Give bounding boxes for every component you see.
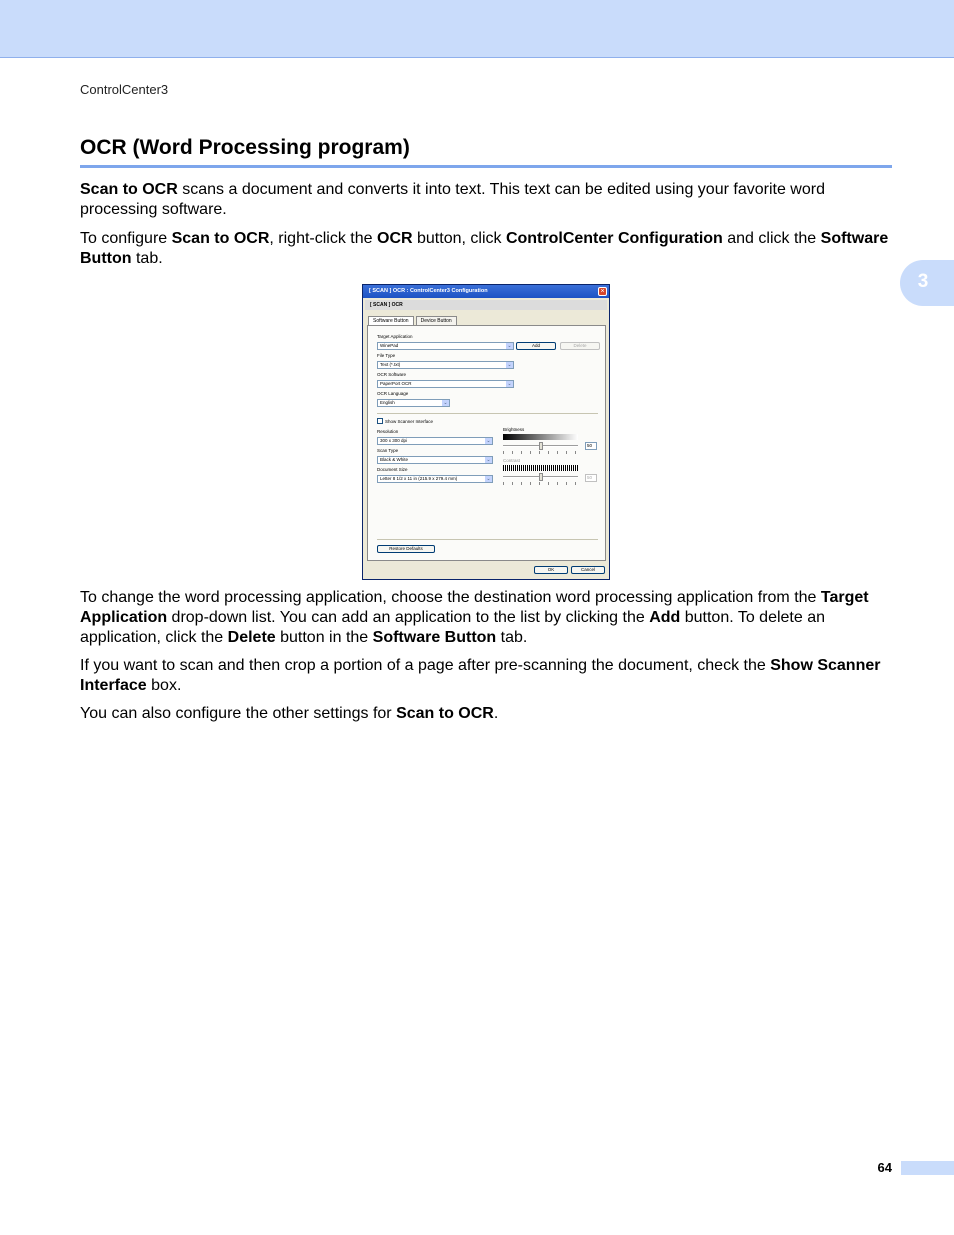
- bold-term: Software Button: [80, 230, 889, 267]
- contrast-label: Contrast: [503, 458, 521, 463]
- text-run: If you want to scan and then crop a portion of a page after pre-scanning the document, check the: [80, 657, 771, 674]
- text-run: drop-down list. You can add an application to the list by clicking the: [167, 609, 650, 626]
- paragraph-configure: [80, 229, 892, 269]
- contrast-ticks: [503, 482, 579, 485]
- ocr-configuration-dialog: [362, 284, 610, 580]
- bold-term: Scan to OCR: [396, 705, 494, 722]
- select-value: Text (*.txt): [380, 362, 401, 367]
- resolution-select[interactable]: [377, 437, 493, 445]
- text-run: scans a document and converts it into text. This text can be edited using your favorite word processing software.: [80, 181, 825, 218]
- target-application-select[interactable]: [377, 342, 514, 350]
- text-run: .: [493, 705, 499, 722]
- paragraph-scanner-interface: [80, 656, 892, 696]
- ocr-language-select[interactable]: [377, 399, 450, 407]
- bold-term: Scan to OCR: [171, 230, 270, 247]
- separator: [377, 413, 598, 414]
- ok-button[interactable]: OK: [534, 566, 568, 574]
- add-button[interactable]: Add: [516, 342, 556, 350]
- chapter-number: 3: [917, 271, 929, 292]
- bold-term: Scan to OCR: [80, 181, 178, 198]
- text-run: To configure: [80, 230, 172, 247]
- delete-button[interactable]: Delete: [560, 342, 600, 350]
- show-scanner-interface-checkbox[interactable]: [377, 418, 383, 424]
- chevron-down-icon: ⌄: [507, 362, 512, 368]
- brightness-slider-thumb[interactable]: [539, 442, 543, 450]
- document-size-label: Document Size: [377, 467, 408, 472]
- page-number-bar: [901, 1161, 954, 1175]
- contrast-strip: [503, 465, 578, 471]
- select-value: English: [380, 400, 395, 405]
- paragraph-intro: [80, 180, 892, 220]
- select-value: 300 x 300 dpi: [380, 438, 408, 443]
- page-number: 64: [877, 1160, 892, 1175]
- show-scanner-interface-label: Show Scanner Interface: [385, 419, 434, 424]
- settings-panel: [367, 325, 606, 561]
- dialog-tabs: [368, 316, 459, 325]
- select-value: WinePad: [380, 343, 399, 348]
- bold-term: Target Application: [80, 589, 869, 626]
- ocr-language-label: OCR Language: [377, 391, 409, 396]
- brightness-value[interactable]: 50: [585, 442, 597, 450]
- bold-term: OCR: [377, 230, 413, 247]
- text-run: You can also configure the other settings for: [80, 705, 397, 722]
- text-run: To change the word processing application, choose the destination word processing application from the: [80, 589, 821, 606]
- section-title: OCR (Word Processing program): [80, 136, 410, 159]
- bold-term: ControlCenter Configuration: [505, 230, 723, 247]
- tab-device-button[interactable]: Device Button: [416, 316, 457, 325]
- cancel-button[interactable]: Cancel: [571, 566, 605, 574]
- bold-term: Show Scanner Interface: [80, 657, 881, 694]
- chevron-down-icon: ⌄: [507, 343, 512, 349]
- dialog-titlebar: [ SCAN ] OCR : ControlCenter3 Configuration: [363, 285, 609, 298]
- bold-term: Delete: [227, 629, 276, 646]
- scan-type-select[interactable]: [377, 456, 493, 464]
- resolution-label: Resolution: [377, 429, 399, 434]
- top-header-band: [0, 0, 954, 58]
- ocr-software-label: OCR Software: [377, 372, 407, 377]
- paragraph-other-settings: [80, 704, 892, 724]
- restore-defaults-button[interactable]: Restore Defaults: [377, 545, 435, 553]
- chevron-down-icon: ⌄: [486, 476, 491, 482]
- text-run: and click the: [722, 230, 821, 247]
- running-head: ControlCenter3: [80, 82, 169, 97]
- contrast-value[interactable]: 50: [585, 474, 597, 482]
- text-run: tab.: [131, 250, 163, 267]
- dialog-header: [ SCAN ] OCR: [365, 300, 607, 310]
- chevron-down-icon: ⌄: [443, 400, 448, 406]
- tab-software-button[interactable]: Software Button: [368, 316, 414, 326]
- chapter-tab: [900, 260, 954, 306]
- select-value: Black & White: [380, 457, 409, 462]
- text-run: tab.: [496, 629, 528, 646]
- text-run: button, click: [412, 230, 506, 247]
- title-rule: [80, 165, 892, 168]
- paragraph-target-app: [80, 588, 892, 648]
- file-type-label: File Type: [377, 353, 396, 358]
- bold-term: Add: [649, 609, 681, 626]
- select-value: Letter 8 1/2 x 11 in (215.9 x 279.4 mm): [380, 476, 458, 481]
- brightness-ticks: [503, 451, 579, 454]
- bold-term: Software Button: [372, 629, 497, 646]
- contrast-slider-thumb[interactable]: [539, 473, 543, 481]
- close-icon[interactable]: ×: [598, 287, 607, 296]
- brightness-gradient: [503, 434, 578, 440]
- brightness-label: Brightness: [503, 427, 525, 432]
- ocr-software-select[interactable]: [377, 380, 514, 388]
- text-run: box.: [146, 677, 182, 694]
- text-run: , right-click the: [269, 230, 377, 247]
- separator: [377, 539, 598, 540]
- file-type-select[interactable]: [377, 361, 514, 369]
- document-size-select[interactable]: [377, 475, 493, 483]
- chevron-down-icon: ⌄: [486, 438, 491, 444]
- select-value: PaperPort OCR: [380, 381, 412, 386]
- text-run: button. To delete an application, click the: [80, 609, 826, 646]
- chevron-down-icon: ⌄: [486, 457, 491, 463]
- chevron-down-icon: ⌄: [507, 381, 512, 387]
- text-run: button in the: [275, 629, 373, 646]
- target-application-label: Target Application: [377, 334, 413, 339]
- scan-type-label: Scan Type: [377, 448, 399, 453]
